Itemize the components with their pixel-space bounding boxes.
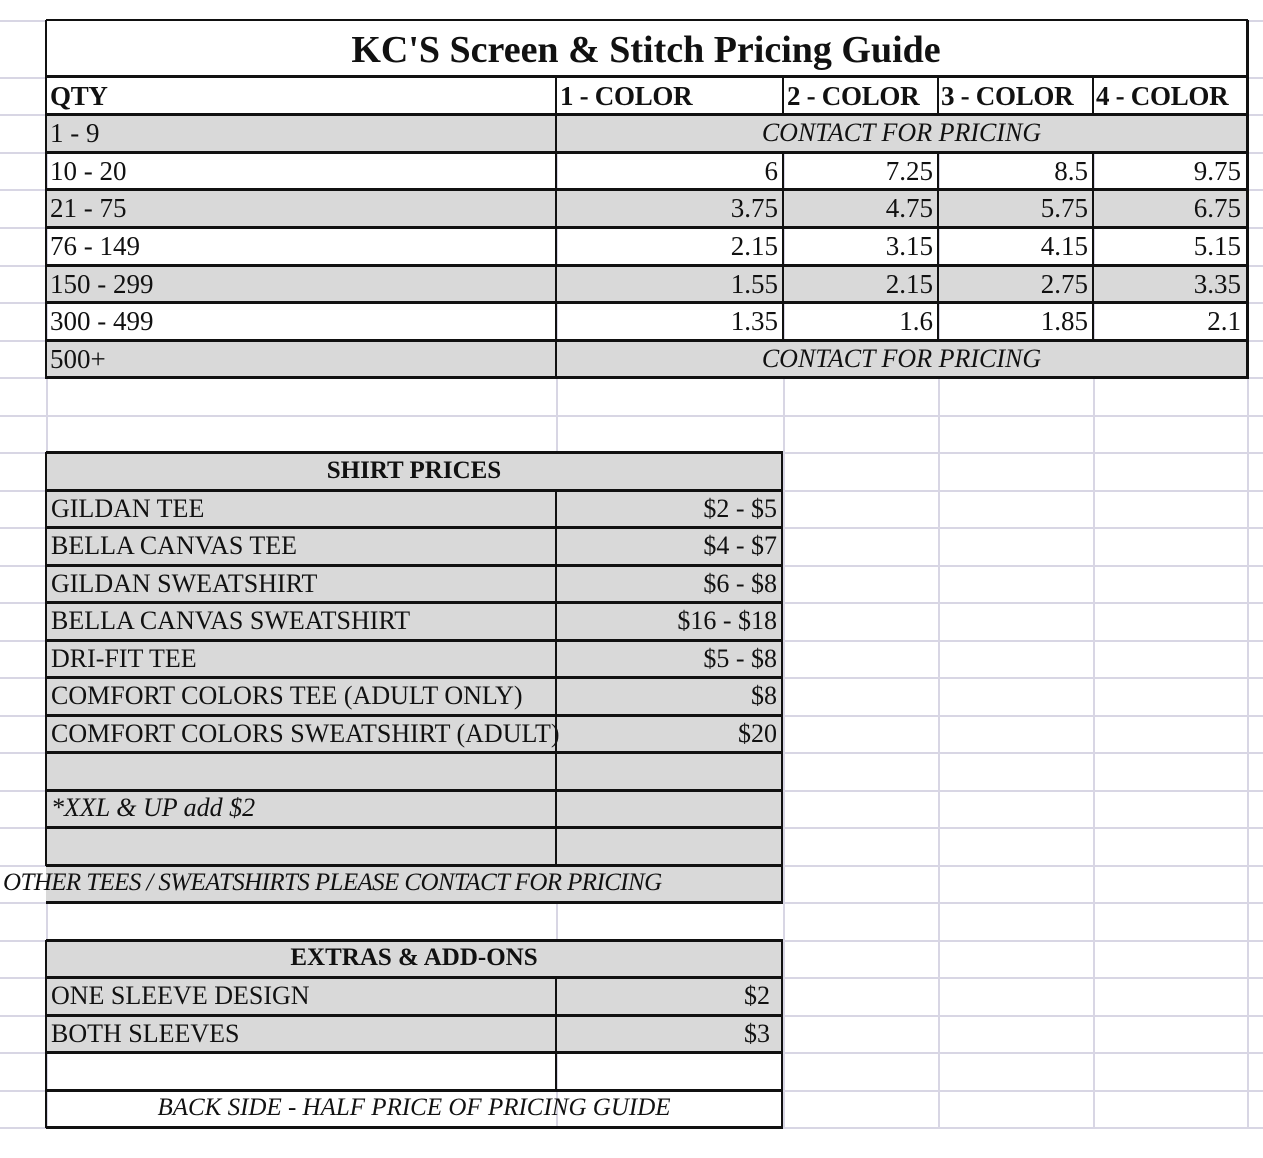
price-cell: 1.55 <box>730 269 778 299</box>
border-h <box>46 339 1248 342</box>
border-v <box>782 77 784 115</box>
price-cell: 1.85 <box>1040 306 1088 336</box>
border-h <box>46 1014 783 1017</box>
price-cell: 2.1 <box>1207 306 1241 336</box>
border-h <box>46 676 783 679</box>
price-cell: 3.35 <box>1193 269 1241 299</box>
border-h <box>46 1089 783 1092</box>
qty-cell: 150 - 299 <box>50 269 154 299</box>
extras-heading: EXTRAS & ADD-ONS <box>290 944 538 971</box>
qty-cell: 76 - 149 <box>50 231 140 261</box>
xxl-note: *XXL & UP add $2 <box>51 793 256 822</box>
price-cell: 3.15 <box>885 231 933 261</box>
border-h <box>46 901 783 904</box>
shirt-price: $2 - $5 <box>703 494 777 523</box>
border-h <box>46 939 783 942</box>
border-h <box>46 789 783 792</box>
price-cell: 2.15 <box>730 231 778 261</box>
back-side-note: BACK SIDE - HALF PRICE OF PRICING GUIDE <box>157 1094 671 1121</box>
border-h <box>46 601 783 604</box>
price-cell: 9.75 <box>1193 156 1241 186</box>
shirt-price: $4 - $7 <box>703 531 777 560</box>
border-h <box>46 639 783 642</box>
border-h <box>46 226 1248 229</box>
price-cell: 3.75 <box>730 193 778 223</box>
grid-row-line <box>0 415 1263 417</box>
border-v <box>781 452 783 903</box>
border-v <box>45 20 47 379</box>
extra-price: $2 <box>744 981 770 1010</box>
border-h <box>46 113 1248 116</box>
price-cell: 6 <box>764 156 778 186</box>
border-h <box>46 976 783 979</box>
price-cell: 1.35 <box>730 306 778 336</box>
shirt-price: $5 - $8 <box>703 644 777 673</box>
border-v <box>45 452 47 866</box>
border-h <box>46 526 783 529</box>
price-cell: 7.25 <box>885 156 933 186</box>
contact-for-pricing-cell: CONTACT FOR PRICING <box>761 118 1042 147</box>
qty-cell: 300 - 499 <box>50 306 154 336</box>
extra-price: $3 <box>744 1019 770 1048</box>
qty-cell: 10 - 20 <box>50 156 127 186</box>
shirt-name: GILDAN SWEATSHIRT <box>51 569 318 598</box>
shirt-name: DRI-FIT TEE <box>51 644 197 673</box>
shirt-price: $20 <box>738 719 777 748</box>
border-h <box>46 376 1248 379</box>
price-cell: 5.75 <box>1040 193 1088 223</box>
shirt-price: $16 - $18 <box>677 606 777 635</box>
border-h <box>46 751 783 754</box>
price-cell: 5.15 <box>1193 231 1241 261</box>
column-header: 4 - COLOR <box>1096 81 1229 111</box>
price-cell: 4.15 <box>1040 231 1088 261</box>
border-h <box>46 451 783 454</box>
border-v <box>1246 20 1249 379</box>
qty-cell: 500+ <box>50 344 106 374</box>
border-h <box>46 489 783 492</box>
price-cell: 6.75 <box>1193 193 1241 223</box>
shirt-name: COMFORT COLORS TEE (ADULT ONLY) <box>51 681 523 710</box>
contact-for-pricing-cell: CONTACT FOR PRICING <box>761 344 1042 373</box>
shirt-name: GILDAN TEE <box>51 494 205 523</box>
border-v <box>555 977 557 1091</box>
extra-name: BOTH SLEEVES <box>51 1019 240 1048</box>
qty-cell: 21 - 75 <box>50 193 127 223</box>
border-h <box>46 1126 783 1129</box>
column-header: 2 - COLOR <box>787 81 920 111</box>
price-cell: 8.5 <box>1054 156 1088 186</box>
border-h <box>46 564 783 567</box>
price-cell: 2.15 <box>885 269 933 299</box>
border-v <box>555 490 557 866</box>
price-cell: 4.75 <box>885 193 933 223</box>
shirt-price: $8 <box>751 681 777 710</box>
border-h <box>46 714 783 717</box>
price-cell: 2.75 <box>1040 269 1088 299</box>
border-v <box>937 77 939 115</box>
shirt-price: $6 - $8 <box>703 569 777 598</box>
shirt-prices-heading: SHIRT PRICES <box>326 457 502 484</box>
border-h <box>46 19 1248 21</box>
other-shirts-note: OTHER TEES / SWEATSHIRTS PLEASE CONTACT FOR PRICING <box>3 869 662 896</box>
shirt-name: BELLA CANVAS SWEATSHIRT <box>51 606 411 635</box>
column-header: 3 - COLOR <box>941 81 1074 111</box>
page-title: KC'S Screen & Stitch Pricing Guide <box>351 29 941 71</box>
border-h <box>46 301 1248 304</box>
extra-name: ONE SLEEVE DESIGN <box>51 981 310 1010</box>
shirt-name: COMFORT COLORS SWEATSHIRT (ADULT) <box>51 719 560 748</box>
price-cell: 1.6 <box>899 306 933 336</box>
border-h <box>46 826 783 829</box>
border-h <box>46 864 783 867</box>
shirt-name: BELLA CANVAS TEE <box>51 531 298 560</box>
column-header: 1 - COLOR <box>560 81 693 111</box>
border-h <box>46 75 1248 78</box>
border-h <box>46 151 1248 154</box>
border-h <box>46 188 1248 191</box>
qty-cell: 1 - 9 <box>50 118 100 148</box>
border-v <box>1092 77 1094 115</box>
border-h <box>46 1051 783 1054</box>
border-h <box>46 264 1248 267</box>
column-header: QTY <box>50 81 108 111</box>
